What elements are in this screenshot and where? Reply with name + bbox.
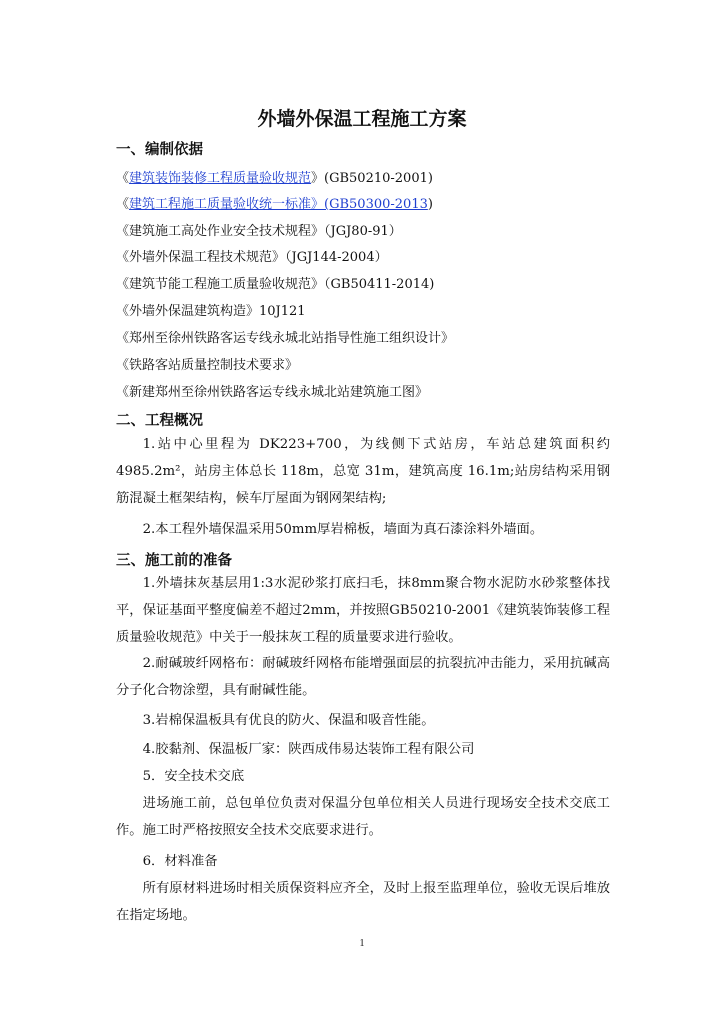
reference-item: 《建筑施工高处作业安全技术规程》（JGJ80-91） <box>116 224 402 239</box>
reference-item: 《郑州至徐州铁路客运专线永城北站指导性施工组织设计》 <box>116 331 455 346</box>
page-number: 1 <box>359 938 365 949</box>
reference-item: 《新建郑州至徐州铁路客运专线永城北站建筑施工图》 <box>116 385 429 400</box>
ref-code: 》(GB50210-2001) <box>311 171 433 186</box>
section-heading-basis: 一、编制依据 <box>116 142 203 158</box>
ref-open-mark: 《 <box>116 197 130 212</box>
preparation-paragraph: 4.胶黏剂、保温板厂家：陕西成伟易达装饰工程有限公司 <box>142 742 475 757</box>
preparation-paragraph: 1.外墙抹灰基层用1:3水泥砂浆打底扫毛，抹8mm聚合物水泥防水砂浆整体找平，保证基面平整度偏差不超过2mm，并按照GB50210-2001《建筑装饰装修工程质量验收规范》中关于一般抹灰工程的质量要求进行验收。 <box>116 576 610 645</box>
subheading-materials: 6．材料准备 <box>142 854 218 869</box>
overview-paragraph: 1.站中心里程为 DK223+700，为线侧下式站房，车站总建筑面积约4985.2m²，站房主体总长 118m，总宽 31m，建筑高度 16.1m;站房结构采用钢筋混凝土框架结构，候车厅屋面为钢网架结构; <box>116 437 610 506</box>
reference-item: 《建筑节能工程施工质量验收规范》（GB50411-2014) <box>116 277 435 292</box>
subheading-safety: 5．安全技术交底 <box>142 769 245 784</box>
preparation-paragraph: 所有原材料进场时相关质保资料应齐全，及时上报至监理单位，验收无误后堆放在指定场地。 <box>116 881 610 923</box>
reference-link[interactable]: 建筑工程施工质量验收统一标准》(GB50300-2013 <box>129 197 428 212</box>
preparation-paragraph: 3.岩棉保温板具有优良的防火、保温和吸音性能。 <box>142 713 435 728</box>
ref-code: ) <box>427 197 433 212</box>
reference-item <box>116 167 433 186</box>
preparation-paragraph: 进场施工前，总包单位负责对保温分包单位相关人员进行现场安全技术交底工作。施工时严格按照安全技术交底要求进行。 <box>116 796 610 838</box>
reference-item <box>116 193 433 212</box>
reference-item: 《外墙外保温建筑构造》10J121 <box>116 304 306 319</box>
page-title: 外墙外保温工程施工方案 <box>257 108 467 130</box>
reference-item: 《外墙外保温工程技术规范》（JGJ144-2004） <box>116 250 388 265</box>
reference-link[interactable]: 建筑装饰装修工程质量验收规范 <box>129 171 312 186</box>
preparation-paragraph: 2.耐碱玻纤网格布：耐碱玻纤网格布能增强面层的抗裂抗冲击能力，采用抗碱高分子化合物涂塑，具有耐碱性能。 <box>116 656 610 698</box>
overview-paragraph: 2.本工程外墙保温采用50mm厚岩棉板，墙面为真石漆涂料外墙面。 <box>142 522 544 537</box>
section-heading-overview: 二、工程概况 <box>116 413 203 429</box>
section-heading-preparation: 三、施工前的准备 <box>116 553 232 569</box>
reference-item: 《铁路客站质量控制技术要求》 <box>116 358 299 373</box>
ref-open-mark: 《 <box>116 171 130 186</box>
